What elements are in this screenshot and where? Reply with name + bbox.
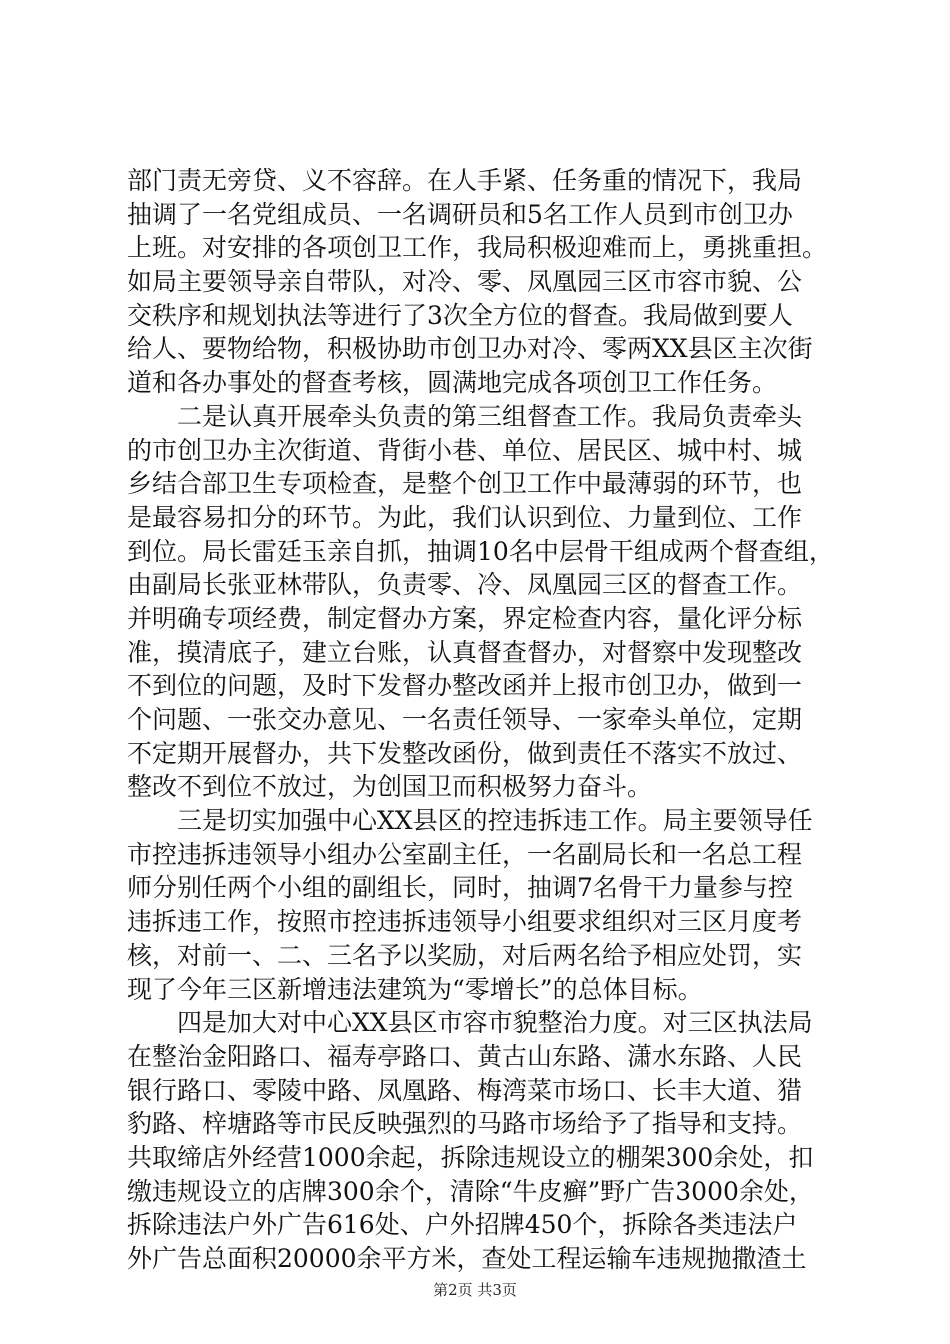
text-line: 上班。对安排的各项创卫工作，我局积极迎难而上，勇挑重担。 — [127, 233, 828, 263]
text-line: 部门责无旁贷、义不容辞。在人手紧、任务重的情况下，我局 — [127, 166, 803, 195]
text-line: 不到位的问题，及时下发督办整改函并上报市创卫办，做到一 — [127, 671, 803, 701]
text-line: 现了今年三区新增违法建筑为“零增长”的总体目标。 — [127, 974, 703, 1004]
paragraph-start-line: 四是加大对中心XX县区市容市貌整治力度。对三区执法局 — [177, 1008, 813, 1038]
text-line: 市控违拆违领导小组办公室副主任，一名副局长和一名总工程 — [127, 839, 803, 869]
text-line: 违拆违工作，按照市控违拆违领导小组要求组织对三区月度考 — [127, 907, 803, 937]
document-body — [127, 164, 834, 1276]
text-line: 银行路口、零陵中路、凤凰路、梅湾菜市场口、长丰大道、猎 — [127, 1075, 803, 1105]
text-line: 师分别任两个小组的副组长，同时，抽调7名骨干力量参与控 — [127, 873, 793, 903]
text-line: 整改不到位不放过，为创国卫而积极努力奋斗。 — [127, 772, 653, 802]
text-line: 个问题、一张交办意见、一名责任领导、一家牵头单位，定期 — [127, 705, 803, 734]
text-line: 并明确专项经费，制定督办方案，界定检查内容，量化评分标 — [127, 603, 803, 633]
text-line: 由副局长张亚林带队，负责零、冷、凤凰园三区的督查工作。 — [127, 570, 803, 600]
text-line: 拆除违法户外广告616处、户外招牌450个，拆除各类违法户 — [127, 1210, 798, 1240]
text-line: 交秩序和规划执法等进行了3次全方位的督查。我局做到要人 — [127, 300, 793, 330]
text-line: 到位。局长雷廷玉亲自抓，抽调10名中层骨干组成两个督查组， — [127, 536, 834, 566]
text-line: 抽调了一名党组成员、一名调研员和5名工作人员到市创卫办 — [127, 199, 793, 229]
paragraph-start-line: 二是认真开展牵头负责的第三组督查工作。我局负责牵头 — [177, 401, 803, 431]
text-line: 核，对前一、二、三名予以奖励，对后两名给予相应处罚，实 — [127, 940, 803, 970]
text-line: 是最容易扣分的环节。为此，我们认识到位、力量到位、工作 — [127, 502, 803, 532]
text-line: 缴违规设立的店牌300余个，清除“牛皮癣”野广告3000余处， — [127, 1176, 814, 1206]
text-line: 如局主要领导亲自带队，对冷、零、凤凰园三区市容市貌、公 — [127, 267, 803, 297]
page-footer — [0, 1280, 950, 1300]
page-number: 第2页 共3页 — [433, 1281, 517, 1299]
text-line: 给人、要物给物，积极协助市创卫办对冷、零两XX县区主次街 — [127, 334, 813, 364]
text-line: 道和各办事处的督查考核，圆满地完成各项创卫工作任务。 — [127, 368, 778, 398]
text-line: 共取缔店外经营1000余起，拆除违规设立的棚架300余处，扣 — [127, 1142, 814, 1172]
paragraph-start-line: 三是切实加强中心XX县区的控违拆违工作。局主要领导任 — [177, 806, 813, 836]
text-line: 外广告总面积20000余平方米，查处工程运输车违规抛撒渣土 — [127, 1244, 807, 1273]
text-line: 不定期开展督办，共下发整改函份，做到责任不落实不放过、 — [127, 738, 803, 768]
text-line: 豹路、梓塘路等市民反映强烈的马路市场给予了指导和支持。 — [127, 1109, 803, 1139]
text-line: 乡结合部卫生专项检查，是整个创卫工作中最薄弱的环节，也 — [127, 469, 803, 499]
text-line: 在整治金阳路口、福寿亭路口、黄古山东路、潇水东路、人民 — [127, 1041, 803, 1071]
text-line: 的市创卫办主次街道、背街小巷、单位、居民区、城中村、城 — [127, 435, 803, 465]
text-line: 准，摸清底子，建立台账，认真督查督办，对督察中发现整改 — [127, 637, 803, 667]
